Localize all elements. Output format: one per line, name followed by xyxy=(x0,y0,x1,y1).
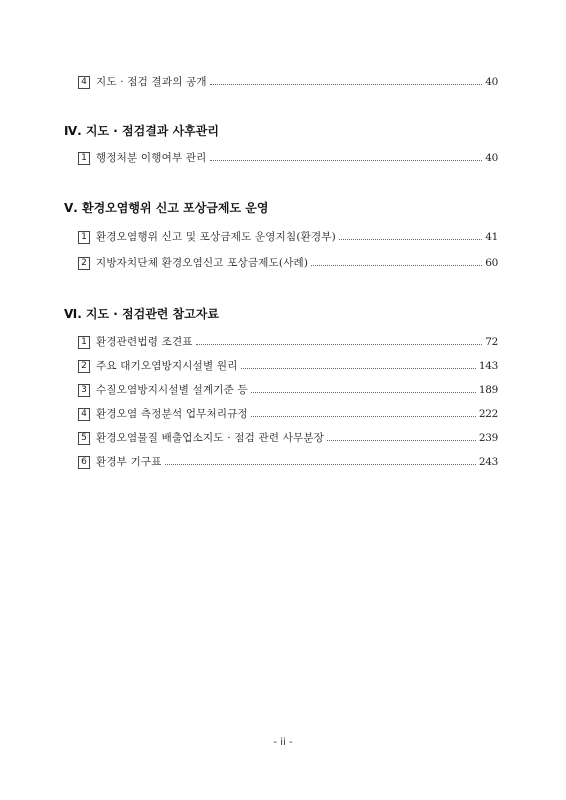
entry-page-number: 243 xyxy=(478,456,498,468)
entry-number-box: 1 xyxy=(78,336,90,349)
leader-dots xyxy=(251,391,476,393)
entry-title: 환경오염물질 배출업소지도 · 점검 관련 사무분장 xyxy=(96,432,325,444)
leader-dots xyxy=(339,238,482,240)
toc-entry[interactable] xyxy=(78,151,498,165)
leader-dots xyxy=(210,159,483,161)
leader-dots xyxy=(210,83,482,85)
leader-dots xyxy=(251,415,476,417)
entry-number-box: 3 xyxy=(78,384,90,397)
toc-entry[interactable] xyxy=(78,383,498,397)
toc-entry[interactable] xyxy=(78,359,498,373)
entry-title: 환경관련법령 조견표 xyxy=(96,336,193,348)
toc-entry[interactable] xyxy=(78,75,498,89)
entry-number-box: 2 xyxy=(78,360,90,373)
toc-entry[interactable] xyxy=(78,335,498,349)
section-heading: Ⅴ. 환경오염행위 신고 포상금제도 운영 xyxy=(64,201,269,215)
entry-title: 환경부 기구표 xyxy=(96,456,162,468)
toc-entry[interactable] xyxy=(78,230,498,244)
section-heading: Ⅳ. 지도 · 점검결과 사후관리 xyxy=(64,124,219,138)
section-heading: Ⅵ. 지도 · 점검관련 참고자료 xyxy=(64,307,219,321)
entry-title: 수질오염방지시설별 설계기준 등 xyxy=(96,384,248,396)
entry-number-box: 4 xyxy=(78,76,90,89)
entry-page-number: 222 xyxy=(478,408,498,420)
leader-dots xyxy=(165,463,476,465)
entry-number-box: 4 xyxy=(78,408,90,421)
entry-number-box: 6 xyxy=(78,456,90,469)
entry-page-number: 239 xyxy=(478,432,498,444)
entry-page-number: 60 xyxy=(485,257,498,269)
leader-dots xyxy=(196,343,483,345)
entry-title: 행정처분 이행여부 관리 xyxy=(96,152,207,164)
entry-title: 주요 대기오염방지시설별 원리 xyxy=(96,360,238,372)
entry-number-box: 5 xyxy=(78,432,90,445)
toc-entry[interactable] xyxy=(78,431,498,445)
entry-title: 지도 · 점검 결과의 공개 xyxy=(96,76,207,88)
entry-page-number: 72 xyxy=(485,336,498,348)
entry-number-box: 2 xyxy=(78,257,90,270)
entry-title: 환경오염행위 신고 및 포상금제도 운영지침(환경부) xyxy=(96,231,336,243)
entry-title: 환경오염 측정분석 업무처리규정 xyxy=(96,408,248,420)
entry-page-number: 41 xyxy=(485,231,498,243)
toc-entry[interactable] xyxy=(78,455,498,469)
leader-dots xyxy=(327,439,476,441)
entry-page-number: 40 xyxy=(485,76,498,88)
page-footer: - ii - xyxy=(273,737,293,748)
entry-page-number: 143 xyxy=(478,360,498,372)
leader-dots xyxy=(311,264,482,266)
leader-dots xyxy=(241,367,476,369)
toc-entry[interactable] xyxy=(78,256,498,270)
entry-page-number: 40 xyxy=(485,152,498,164)
entry-title: 지방자치단체 환경오염신고 포상금제도(사례) xyxy=(96,257,309,269)
entry-number-box: 1 xyxy=(78,152,90,165)
entry-page-number: 189 xyxy=(478,384,498,396)
entry-number-box: 1 xyxy=(78,231,90,244)
toc-entry[interactable] xyxy=(78,407,498,421)
